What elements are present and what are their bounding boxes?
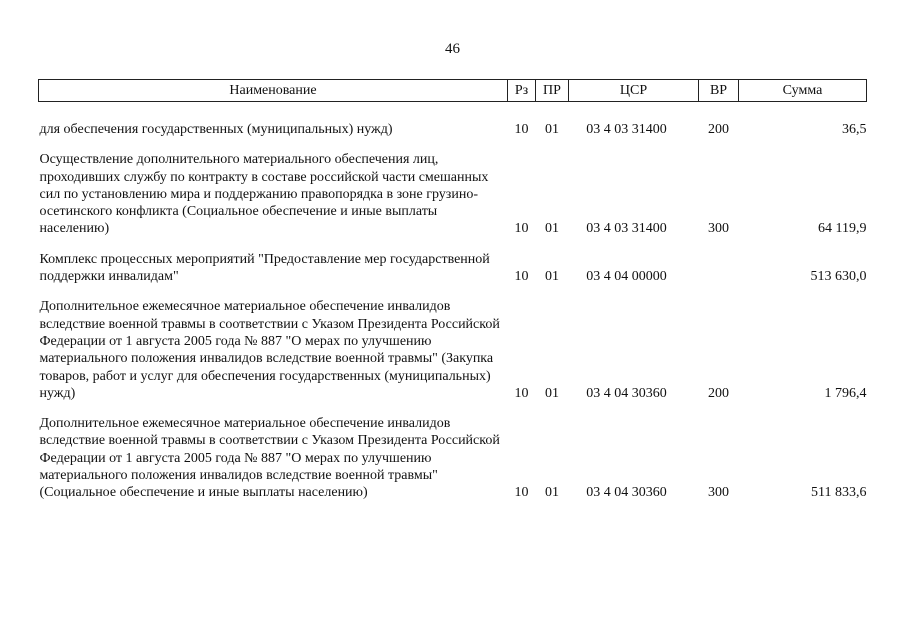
header-csr: ЦСР — [569, 80, 699, 102]
row-name: Комплекс процессных мероприятий "Предоставление мер государственной поддержки инвалидам" — [39, 251, 490, 285]
row-sum: 511 833,6 — [811, 485, 867, 501]
header-rz: Рз — [508, 80, 536, 102]
row-name: Дополнительное ежемесячное материальное обеспечение инвалидов вследствие военной травмы в соответствии с Указом Президента Российской Федерации от 1 августа 2005 года № 887 "О мерах по улучшению материального положения инвалидов вследствие военной травмы" (Закупка товаров, работ и услуг для обеспечения государственных (муниципальных) нужд) — [39, 299, 500, 401]
row-sum: 36,5 — [842, 122, 867, 137]
row-sum: 1 796,4 — [824, 385, 867, 401]
page-number: 46 — [445, 41, 460, 57]
header-vr: ВР — [699, 80, 739, 102]
row-csr: 03 4 04 30360 — [586, 385, 667, 401]
row-name: Дополнительное ежемесячное материальное обеспечение инвалидов вследствие военной травмы в соответствии с Указом Президента Российской Федерации от 1 августа 2005 года № 887 "О мерах по улучшению материального положения инвалидов вследствие военной травмы" (Социальное обеспечение и иные выплаты населению) — [39, 416, 500, 501]
table-row — [39, 298, 867, 402]
row-pr: 01 — [545, 122, 559, 137]
row-name: для обеспечения государственных (муниципальных) нужд) — [39, 122, 393, 137]
row-rz: 10 — [514, 485, 529, 501]
table-header-row — [39, 80, 867, 102]
row-pr: 01 — [545, 269, 559, 285]
header-pr: ПР — [536, 80, 569, 102]
row-rz: 10 — [514, 221, 529, 237]
row-csr: 03 4 04 00000 — [586, 269, 667, 285]
budget-table — [38, 79, 867, 502]
row-vr: 300 — [708, 221, 729, 237]
header-name: Наименование — [39, 80, 508, 102]
row-rz: 10 — [514, 385, 529, 401]
row-vr: 200 — [708, 122, 729, 137]
row-pr: 01 — [545, 221, 559, 237]
table-row — [39, 121, 867, 138]
table-row — [39, 251, 867, 286]
row-vr: 200 — [708, 385, 729, 401]
row-csr: 03 4 04 30360 — [586, 485, 667, 501]
row-rz: 10 — [514, 269, 529, 285]
row-vr — [699, 251, 739, 286]
row-name: Осуществление дополнительного материального обеспечения лиц, проходивших службу по контракту в составе российской части смешанных сил по установлению мира и поддержанию правопорядка в зоне грузино-осетинского конфликта (Социальное обеспечение и иные выплаты населению) — [39, 152, 489, 237]
row-sum: 513 630,0 — [810, 269, 867, 285]
row-pr: 01 — [545, 385, 559, 401]
row-csr: 03 4 03 31400 — [586, 221, 667, 237]
header-sum: Сумма — [739, 80, 867, 102]
row-pr: 01 — [545, 485, 559, 501]
table-row — [39, 415, 867, 501]
row-rz: 10 — [514, 122, 529, 137]
row-vr: 300 — [708, 485, 729, 501]
row-csr: 03 4 03 31400 — [586, 122, 667, 137]
row-sum: 64 119,9 — [818, 221, 867, 237]
table-row — [39, 151, 867, 237]
